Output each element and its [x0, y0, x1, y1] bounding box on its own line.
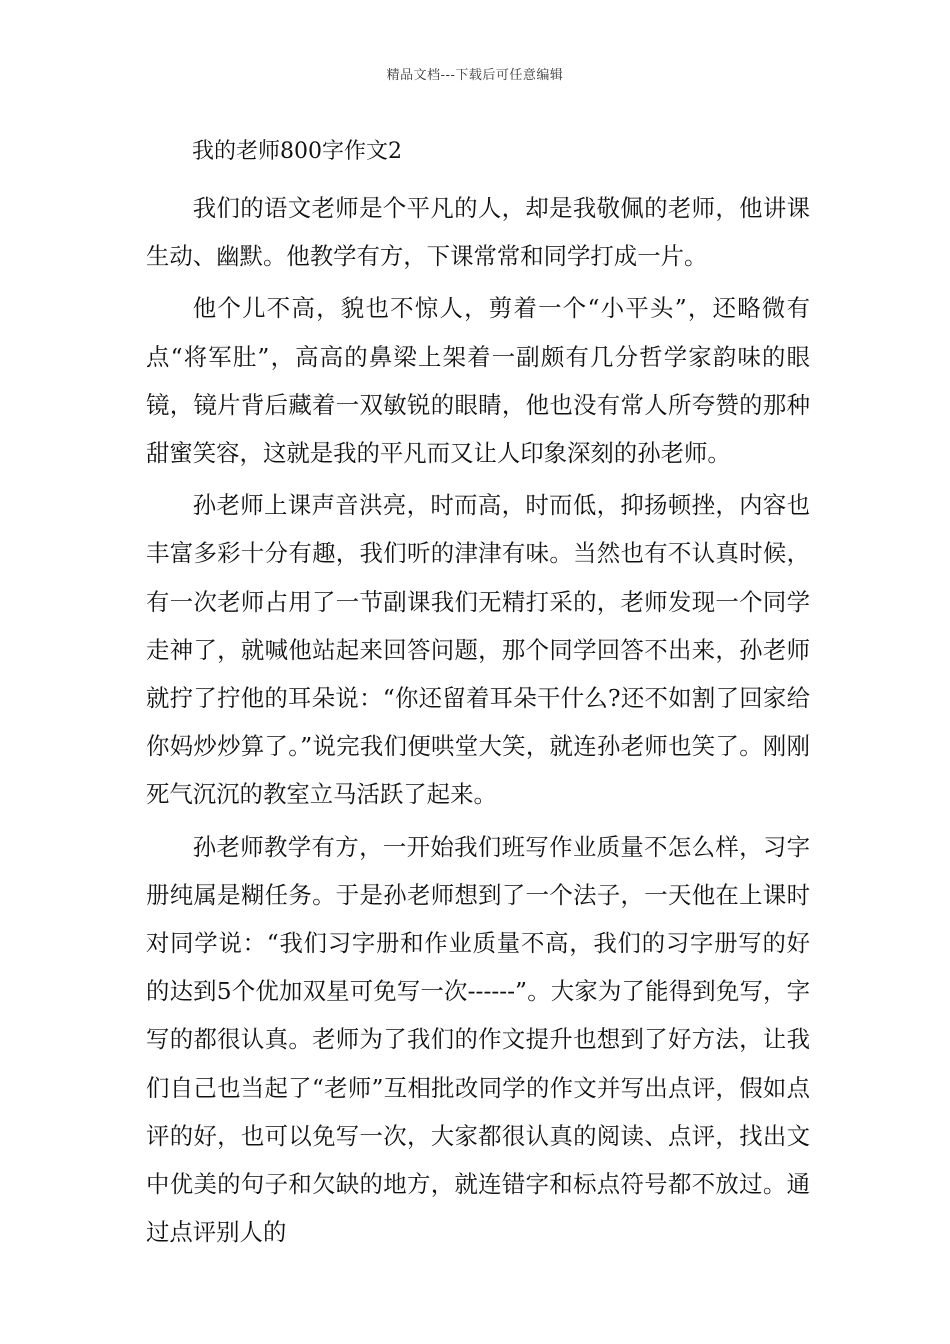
paragraph: 孙老师教学有方，一开始我们班写作业质量不怎么样，习字册纯属是糊任务。于是孙老师想到了一个法子，一天他在上课时对同学说：“我们习字册和作业质量不高，我们的习字册写的好的达到5个优加双星可免写一次------”。大家为了能得到免写，字写的都很认真。老师为了我们的作文提升也想到了好方法，让我们自己也当起了“老师”互相批改同学的作文并写出点评，假如点评的好，也可以免写一次，大家都很认真的阅读、点评，找出文中优美的句子和欠缺的地方，就连错字和标点符号都不放过。通过点评别人的	[146, 832, 810, 1247]
paragraph: 我们的语文老师是个平凡的人，却是我敬佩的老师，他讲课生动、幽默。他教学有方，下课常常和同学打成一片。	[146, 194, 810, 271]
document-body	[146, 184, 810, 1260]
paragraph: 孙老师上课声音洪亮，时而高，时而低，抑扬顿挫，内容也丰富多彩十分有趣，我们听的津津有味。当然也有不认真时候，有一次老师占用了一节副课我们无精打采的，老师发现一个同学走神了，就喊他站起来回答问题，那个同学回答不出来，孙老师就拧了拧他的耳朵说：“你还留着耳朵干什么?还不如割了回家给你妈炒炒算了。”说完我们便哄堂大笑，就连孙老师也笑了。刚刚死气沉沉的教室立马活跃了起来。	[146, 491, 810, 809]
paragraph: 他个儿不高，貌也不惊人，剪着一个“小平头”，还略微有点“将军肚”，高高的鼻梁上架着一副颇有几分哲学家韵味的眼镜，镜片背后藏着一双敏锐的眼睛，他也没有常人所夸赞的那种甜蜜笑容，这就是我的平凡而又让人印象深刻的孙老师。	[146, 294, 810, 468]
page-header: 精品文档---下载后可任意编辑	[386, 68, 564, 83]
document-title: 我的老师800字作文2	[192, 139, 402, 164]
